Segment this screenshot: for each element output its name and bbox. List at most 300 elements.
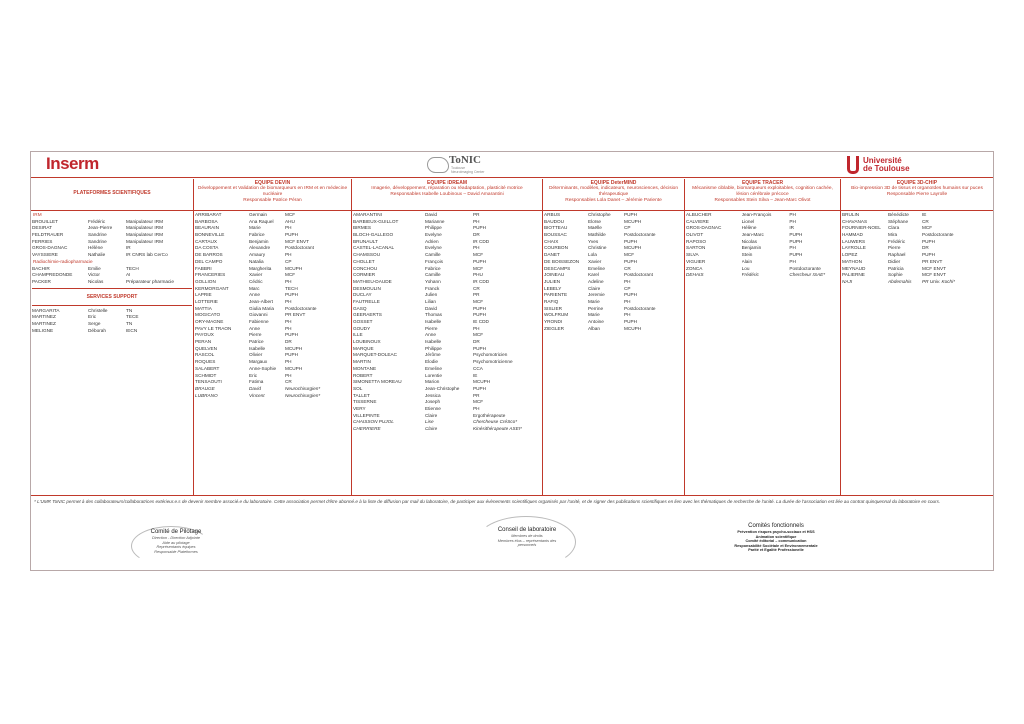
member-role: MCUPH (624, 325, 642, 331)
member-firstname: Marie (588, 298, 600, 304)
member-surname: MARTINEZ (32, 320, 56, 326)
conseil-laboratoire (477, 527, 577, 548)
member-surname: RAPOSO (686, 238, 707, 244)
member-surname: PAYOUX (195, 332, 214, 338)
team-member-row (842, 219, 992, 226)
member-firstname: Elodie (425, 359, 439, 365)
member-surname: SARTON (686, 245, 706, 251)
member-role: PR Univ. Kochi* (922, 278, 955, 284)
team-member-row (353, 352, 541, 359)
member-role: PUPH (285, 332, 299, 338)
member-role: PR (473, 212, 480, 217)
member-surname: ROQUES (195, 359, 216, 365)
team-member-row (195, 252, 350, 259)
member-firstname: Hélène (741, 225, 757, 231)
member-role: PUPH (473, 258, 487, 264)
radiochimie-member-row (32, 272, 192, 279)
member-role: PH (473, 405, 480, 411)
member-role: MCUPH (473, 379, 491, 385)
comite-pilotage-line: Aide au pilotage (162, 540, 190, 545)
team-member-row (353, 332, 541, 339)
team-member-row (195, 225, 350, 232)
member-firstname: Marie (588, 312, 600, 318)
team-member-row (544, 319, 683, 326)
member-firstname: Lilian (425, 298, 436, 304)
member-role: MCF (285, 272, 296, 278)
member-surname: DEHAIS (686, 272, 704, 278)
member-firstname: David (425, 305, 437, 311)
team-member-row (544, 252, 683, 259)
member-role: Postdoctorant (624, 272, 653, 278)
team-member-row (195, 272, 350, 279)
member-firstname: David (425, 212, 437, 217)
radiochimie-member-row (32, 266, 192, 273)
member-surname: JOINEAU (544, 272, 565, 278)
irm-member-row (32, 239, 192, 246)
member-firstname: Pierre (425, 325, 438, 331)
team-member-row (195, 319, 350, 326)
member-firstname: Thomas (425, 312, 442, 318)
member-firstname: Christelle (88, 307, 108, 313)
team-member-list (841, 211, 993, 286)
team-member-row (195, 239, 350, 246)
member-role: PR ENVT (285, 312, 306, 318)
member-firstname: Raphael (888, 252, 906, 258)
member-firstname: Isabelle (425, 339, 442, 345)
comite-pilotage-line: Direction - Direction Adjointe (152, 536, 200, 540)
team-member-list (352, 211, 542, 433)
member-firstname: Patricia (888, 265, 904, 271)
member-role: PR (473, 392, 480, 398)
member-firstname: Amaury (249, 252, 266, 258)
team-responsible: Responsables Lola Danet – Jérémie Pariente (565, 198, 662, 203)
associate-member-row (195, 386, 350, 393)
member-firstname: Adeline (588, 278, 604, 284)
team-member-row (195, 312, 350, 319)
member-role: CP (624, 285, 631, 291)
member-role: TECH (126, 265, 139, 271)
team-member-row (195, 332, 350, 339)
member-surname: PARIENTE (544, 292, 568, 298)
team-member-list (685, 211, 840, 279)
member-firstname: Etienne (425, 405, 441, 411)
member-role: PH (473, 245, 480, 251)
team-member-row (353, 212, 541, 219)
member-firstname: Mira (888, 232, 898, 238)
member-surname: LUBRANO (195, 392, 218, 398)
member-role: MCF (922, 225, 933, 231)
team-column-tracer (685, 179, 841, 495)
team-member-row (353, 339, 541, 346)
member-firstname: Lise (425, 419, 434, 425)
member-role: DR (473, 339, 480, 345)
team-member-row (353, 373, 541, 380)
member-firstname: Nicolas (741, 238, 758, 244)
member-firstname: Frédéric (88, 218, 106, 224)
team-member-list (194, 211, 351, 399)
team-member-row (842, 225, 992, 232)
member-role: PUPH (624, 238, 638, 244)
member-role: IE (922, 212, 927, 217)
member-role: MCF (285, 212, 296, 217)
member-role: CR (922, 218, 929, 224)
member-role: AI (126, 272, 131, 278)
team-header (841, 179, 993, 211)
member-surname: GOLLION (195, 278, 216, 284)
member-firstname: Evelyne (425, 245, 442, 251)
member-firstname: Adrien (425, 238, 439, 244)
member-surname: PALIERNE (842, 272, 865, 278)
member-surname: GROS-DAGNAC (686, 225, 722, 231)
member-role: Manipulateur IRM (126, 225, 163, 231)
member-surname: FRANCERIES (195, 272, 226, 278)
member-surname: DESCAMPS (544, 265, 571, 271)
member-role: IR CNRS lab CerCo (126, 252, 168, 258)
member-surname: MATTIA (195, 305, 212, 311)
team-member-row (353, 266, 541, 273)
member-role: PR ENVT (922, 258, 943, 264)
team-member-row (544, 266, 683, 273)
member-surname: LOUBINOUX (353, 339, 381, 345)
member-role: Kinésithérapeute ASEI* (473, 426, 522, 431)
associate-member-row (842, 279, 992, 286)
member-firstname: Serge (88, 320, 101, 326)
member-surname: ALBUCHER (686, 212, 712, 217)
member-firstname: Fabrice (425, 265, 441, 271)
member-role: IECN (126, 327, 138, 333)
footer (31, 495, 993, 570)
member-firstname: Marion (425, 379, 440, 385)
member-firstname: Nicolas (88, 278, 104, 284)
team-member-row (195, 359, 350, 366)
member-role: MCUPH (285, 345, 303, 351)
team-column-determind (543, 179, 685, 495)
team-member-row (544, 312, 683, 319)
member-surname: CARTAUX (195, 238, 217, 244)
team-member-row (195, 245, 350, 252)
member-firstname: Claire (425, 412, 438, 418)
member-role: MCF (624, 252, 635, 258)
member-surname: DEL CAMPO (195, 258, 223, 264)
member-role: CR (473, 285, 480, 291)
member-role: Manipulateur IRM (126, 218, 163, 224)
member-role: TECH (285, 285, 298, 291)
member-role: PH (789, 245, 796, 251)
comites-fonctionnels-line: Animation scientifique (755, 534, 797, 539)
member-surname: ARBUS (544, 212, 561, 217)
associate-member-row (353, 426, 541, 433)
member-firstname: Emeline (425, 365, 442, 371)
member-surname: CHAMSSOU (353, 252, 381, 258)
team-member-row (353, 306, 541, 313)
team-member-row (195, 306, 350, 313)
team-member-row (353, 279, 541, 286)
member-surname: QUELVEN (195, 345, 218, 351)
team-member-row (353, 346, 541, 353)
member-role: PUPH (285, 232, 299, 238)
member-role: MCUPH (285, 365, 303, 371)
member-firstname: Karel (588, 272, 599, 278)
member-firstname: Eric (88, 314, 97, 320)
member-firstname: David (249, 385, 261, 391)
member-role: PH (789, 212, 796, 217)
member-role: DR (473, 232, 480, 238)
member-firstname: Ana Raquel (249, 218, 274, 224)
member-surname: BRULIN (842, 212, 860, 217)
member-firstname: Eloïse (588, 218, 602, 224)
team-column-idream (352, 179, 543, 495)
member-firstname: Giulia Maria (249, 305, 275, 311)
member-surname: ARRIBARAT (195, 212, 222, 217)
member-surname: ZIEGLER (544, 325, 565, 331)
team-member-row (353, 299, 541, 306)
member-role: PUPH (624, 292, 638, 298)
team-member-row (195, 232, 350, 239)
member-role: PH (285, 278, 292, 284)
member-firstname: Emeline (588, 265, 605, 271)
conseil-line: personnels (517, 543, 537, 548)
member-firstname: Antoine (588, 319, 604, 324)
member-role: Postdoctorant (285, 245, 314, 251)
member-surname: ORY-MAGNE (195, 319, 224, 324)
member-surname: SOL (353, 385, 363, 391)
member-firstname: Franck (425, 285, 440, 291)
member-firstname: Evelyne (425, 232, 442, 238)
team-member-list (543, 211, 684, 332)
member-firstname: Claire (425, 426, 438, 431)
member-surname: BRUNAULT (353, 238, 378, 244)
member-surname: FAUTRELLE (353, 298, 380, 304)
member-surname: ZONCA (686, 265, 703, 271)
member-surname: WOLFRUM (544, 312, 569, 318)
team-member-row (353, 312, 541, 319)
comite-pilotage-line: Représentants équipes (156, 545, 196, 550)
team-member-row (544, 212, 683, 219)
member-role: Postdoctorante (624, 305, 656, 311)
team-member-row (544, 279, 683, 286)
member-surname: COURBON (544, 245, 568, 251)
member-surname: GOUDY (353, 325, 371, 331)
member-role: PUPH (473, 385, 487, 391)
member-surname: KERMORGANT (195, 285, 229, 291)
member-surname: LOPEZ (842, 252, 858, 258)
member-firstname: Maëlle (588, 225, 602, 231)
member-surname: MARTINEZ (32, 314, 56, 320)
member-firstname: Clara (888, 225, 900, 231)
member-role: PUPH (789, 252, 803, 258)
team-member-row (842, 245, 992, 252)
member-role: PH (285, 325, 292, 331)
member-firstname: François (425, 258, 443, 264)
member-firstname: Frédéric (741, 272, 759, 278)
irm-member-row (32, 219, 192, 226)
member-role: PUPH (789, 238, 803, 244)
member-surname: DANET (544, 252, 560, 258)
team-description: Imagerie, développement, réparation ou réadaptation, plasticité motrice (371, 186, 523, 191)
team-member-row (686, 225, 839, 232)
team-member-row (686, 259, 839, 266)
member-role: PUPH (285, 352, 299, 358)
radiochimie-member-row (32, 279, 192, 286)
member-firstname: Julien (425, 292, 438, 298)
team-member-row (544, 232, 683, 239)
tonic-logo-text: ToNIC (449, 154, 481, 166)
team-description: Déterminants, modèles, indicateurs, neurosciences, décision thérapeutique (548, 186, 679, 197)
member-surname: BIOTTEAU (544, 225, 568, 231)
member-firstname: Abdemahis (888, 278, 912, 284)
member-surname: VILLEPINTE (353, 412, 380, 418)
member-surname: MATHON (842, 258, 862, 264)
tonic-logo (427, 154, 487, 176)
member-surname: FABBRI (195, 265, 212, 271)
team-member-row (544, 239, 683, 246)
member-surname: PACKER (32, 278, 51, 284)
member-role: PUPH (473, 312, 487, 318)
member-firstname: Alban (588, 325, 600, 331)
member-role: PR (473, 292, 480, 298)
member-firstname: Déborah (88, 327, 106, 333)
member-firstname: Anne (249, 292, 260, 298)
member-role: PUPH (473, 345, 487, 351)
member-role: PUPH (473, 305, 487, 311)
team-member-row (353, 272, 541, 279)
member-firstname: Jean-Pierre (88, 225, 113, 231)
member-role: PHU (473, 272, 483, 278)
member-firstname: Hélène (88, 245, 103, 251)
member-surname: DE BARROS (195, 252, 223, 258)
team-header (194, 179, 351, 211)
member-firstname: Germain (249, 212, 267, 217)
comites-fonctionnels-line: Responsabilité Sociétale et Environnementale (734, 543, 818, 548)
member-firstname: Sophie (888, 272, 903, 278)
member-firstname: Joseph (425, 399, 441, 405)
member-role: Ergothérapeute (473, 412, 506, 418)
member-firstname: Jeremie (588, 292, 605, 298)
team-member-row (195, 379, 350, 386)
team-title: EQUIPE DEVIN (254, 180, 291, 186)
team-member-row (544, 245, 683, 252)
member-role: MCUPH (624, 218, 642, 224)
member-role: TECE (126, 314, 139, 320)
member-surname: CHOLLET (353, 258, 375, 264)
team-member-row (686, 219, 839, 226)
member-firstname: Alexandre (249, 245, 271, 251)
comites-fonctionnels-line: Comité éditorial – communication (745, 539, 807, 544)
conseil-line: Membres élus – représentants des (497, 538, 557, 543)
member-role: MCF ENVT (922, 265, 946, 271)
member-role: PUPH (624, 258, 638, 264)
member-role: PUPH (624, 319, 638, 324)
footnote: * L'UMR ToNIC permet à des collaborateurs/collaboratrices extérieur.e.s de devenir membre associé.e du laboratoire. Cette association permet d'être abonné.e à la liste de diffusion par mail du laboratoire, de participer aux évènements scientifiques organisés par l'unité, et de signer des publications scientifiques en lien avec les thématiques de recherche de l'unité. La durée de l'association est liée au contrat quinquennal du laboratoire en cours. (34, 499, 941, 504)
member-surname: BACHIR (32, 265, 50, 271)
member-firstname: Isabelle (249, 345, 266, 351)
team-responsible: Responsable Pierre Layrolle (886, 192, 948, 197)
member-firstname: Isabelle (425, 319, 442, 324)
member-surname: MARGARITA (32, 307, 60, 313)
member-role: DR (285, 339, 292, 345)
team-member-row (195, 286, 350, 293)
member-surname: RAFIQ (544, 298, 559, 304)
support-member-row (32, 308, 192, 315)
member-surname: VERY (353, 405, 366, 411)
comites-fonctionnels-line: Parité et Egalité Professionelle (748, 548, 804, 553)
member-role: IR CDD (473, 278, 490, 284)
member-surname: NAJI (842, 278, 853, 284)
member-surname: YRONDI (544, 319, 563, 324)
member-surname: BARBOSA (195, 218, 218, 224)
support-member-row (32, 328, 192, 335)
member-firstname: Anne (425, 332, 436, 338)
platforms-title: PLATEFORMES SCIENTIFIQUES (73, 190, 151, 196)
member-role: Manipulateur IRM (126, 238, 163, 244)
member-surname: VIGUIER (686, 258, 706, 264)
member-role: Chercheuse CréSco* (473, 419, 518, 425)
member-surname: MOGICATO (195, 312, 221, 318)
member-surname: SALABERT (195, 365, 220, 371)
member-role: Psychomotricienne (473, 359, 513, 365)
member-role: MCF (473, 252, 484, 258)
team-member-row (842, 259, 992, 266)
team-member-row (353, 319, 541, 326)
member-surname: LAUWERS (842, 238, 866, 244)
team-member-row (353, 225, 541, 232)
team-member-row (353, 399, 541, 406)
member-surname: MARQUET-DOLEAC (353, 352, 398, 358)
member-surname: MEYNAUD (842, 265, 866, 271)
team-description: Mécanisme ciblable, biomarqueurs exploitables, cognition cachée, lésion cérébrale précoce (692, 186, 833, 197)
member-role: Psychomotricien (473, 352, 508, 358)
member-firstname: Margherita (249, 265, 272, 271)
team-member-row (686, 239, 839, 246)
platforms-column (31, 179, 194, 495)
member-surname: HAMMAD (842, 232, 863, 238)
member-surname: CHERRIERE (353, 426, 381, 431)
team-member-row (842, 239, 992, 246)
member-firstname: Fabrice (249, 232, 265, 238)
member-firstname: Frédéric (888, 238, 906, 244)
member-firstname: Anne (249, 325, 260, 331)
member-surname: MONTANE (353, 365, 377, 371)
member-role: MCF (473, 265, 484, 271)
member-surname: LAYROLLE (842, 245, 866, 251)
team-title: EQUIPE DeterMIND (590, 180, 637, 186)
member-surname: SCHMIDT (195, 372, 217, 378)
member-firstname: Victor (88, 272, 100, 278)
member-surname: CHAIX (544, 238, 559, 244)
member-surname: GEERAERTS (353, 312, 382, 318)
member-surname: GROS-DAGNAC (32, 245, 68, 251)
member-surname: TENSAOUTI (195, 379, 222, 385)
member-firstname: Yves (588, 238, 599, 244)
member-surname: MARQUE (353, 345, 374, 351)
member-firstname: Vincent (249, 392, 265, 398)
member-role: PH (285, 359, 292, 365)
member-surname: DUCLAY (353, 292, 372, 298)
member-firstname: Claire (588, 285, 601, 291)
team-member-row (544, 225, 683, 232)
support-member-row (32, 321, 192, 328)
comites-fonctionnels-title: Comités fonctionnels (748, 523, 804, 529)
team-member-row (353, 379, 541, 386)
member-firstname: Marie (249, 225, 261, 231)
member-role: IR (126, 245, 131, 251)
member-surname: SISLIER (544, 305, 562, 311)
platforms-list (31, 211, 193, 334)
team-member-row (544, 286, 683, 293)
member-role: MCF (473, 298, 484, 304)
team-member-row (195, 299, 350, 306)
member-surname: CHAVANAS (842, 218, 868, 224)
